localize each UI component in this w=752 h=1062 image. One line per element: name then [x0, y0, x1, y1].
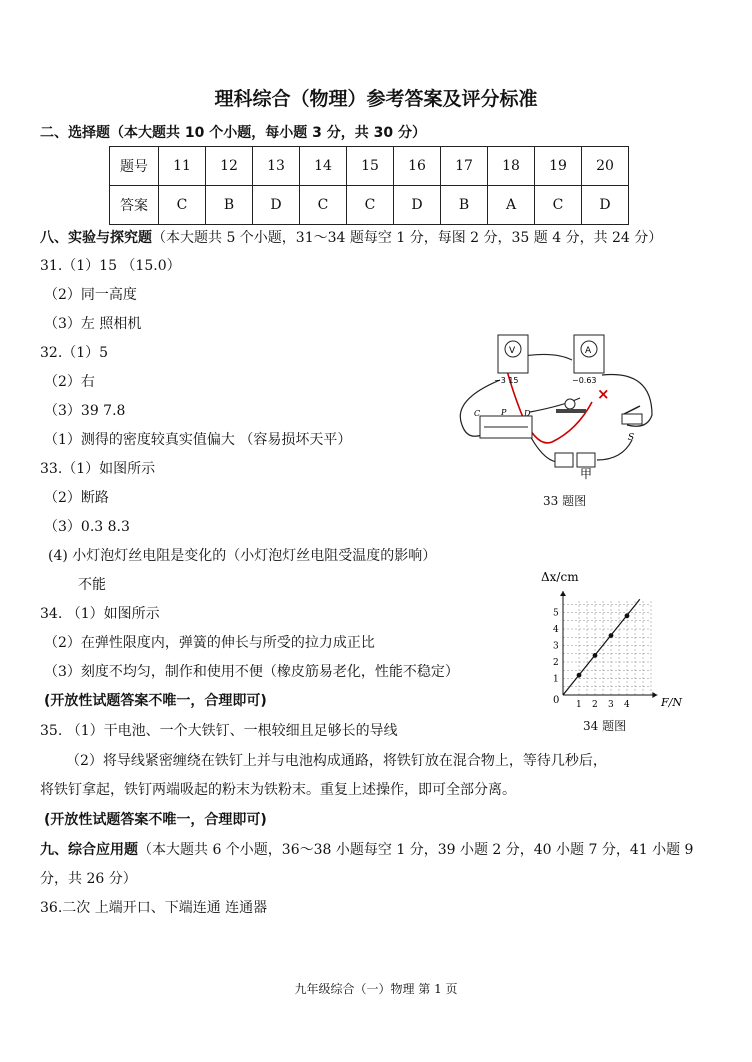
table-cell: 11 [159, 147, 206, 186]
ammeter-symbol: A [585, 346, 592, 356]
answer-line: （2）在弹性限度内，弹簧的伸长与所受的拉力成正比 [44, 635, 375, 651]
table-cell: 15 [347, 147, 394, 186]
switch-icon [622, 414, 642, 424]
table-cell: 16 [394, 147, 441, 186]
section9-heading: 九、综合应用题 [40, 842, 138, 858]
section2-heading-line [40, 123, 426, 143]
cross-mark-icon: × [597, 385, 610, 403]
table-row-label: 答案 [110, 186, 159, 225]
table-cell: C [159, 186, 206, 225]
chart-axes [553, 591, 657, 710]
x-tick-label: 4 [624, 700, 630, 710]
page-footer: 九年级综合（一）物理 第 1 页 [294, 982, 458, 996]
bulb-icon [565, 399, 575, 409]
table-cell: D [394, 186, 441, 225]
answer-line: （3）39 7.8 [44, 403, 126, 419]
wire [597, 440, 632, 460]
section2-heading: 二、选择题 [40, 125, 110, 141]
figure34-caption: 34 题图 [583, 719, 627, 733]
table-cell: 18 [488, 147, 535, 186]
table-row-label: 题号 [110, 147, 159, 186]
answer-table [109, 146, 629, 225]
table-cell: A [488, 186, 535, 225]
table-cell: 17 [441, 147, 488, 186]
table-cell: B [441, 186, 488, 225]
x-tick-label: 1 [576, 700, 582, 710]
answer-line: （2）将导线紧密缠绕在铁钉上并与电池构成通路，将铁钉放在混合物上，等待几秒后， [66, 753, 607, 769]
answer-line: 36.二次 上端开口、下端连通 连通器 [40, 900, 268, 916]
answer-line: 33.（1）如图所示 [40, 461, 156, 477]
table-cell: 20 [582, 147, 629, 186]
answer-line: （3）左 照相机 [44, 316, 142, 332]
answer-line: 不能 [78, 577, 106, 593]
rheostat-label-d: D [524, 409, 531, 418]
data-point [593, 653, 598, 658]
circuit-diagram [452, 330, 662, 480]
voltmeter-symbol: V [509, 346, 516, 356]
answer-line: 32.（1）5 [40, 345, 109, 361]
data-point [625, 613, 630, 618]
answer-line: （2）断路 [44, 490, 109, 506]
x-axis-arrow [652, 692, 657, 698]
section9-note-continued: 分，共 26 分） [40, 871, 137, 887]
switch-label: S [628, 433, 635, 443]
y-tick-label: 4 [553, 625, 559, 635]
switch-lever [624, 406, 640, 414]
answer-line: 将铁钉拿起，铁钉两端吸起的粉末为铁粉末。重复上述操作，即可全部分离。 [40, 782, 516, 798]
bulb-base [556, 409, 586, 413]
table-cell: C [300, 186, 347, 225]
battery-icon [555, 453, 573, 467]
table-cell: 19 [535, 147, 582, 186]
section8-note: （本大题共 5 个小题，31～34 题每空 1 分，每图 2 分，35 题 4 分，共 24 分） [152, 230, 663, 246]
table-cell: 14 [300, 147, 347, 186]
fit-line [563, 599, 640, 695]
open-answer-note: (开放性试题答案不唯一，合理即可) [44, 693, 267, 709]
answer-line: （3）刻度不均匀，制作和使用不便（橡皮筋易老化，性能不稳定） [44, 664, 459, 680]
open-answer-note: (开放性试题答案不唯一，合理即可) [44, 812, 267, 828]
chart-marks [563, 599, 640, 695]
table-cell: B [206, 186, 253, 225]
page-title: 理科综合（物理）参考答案及评分标准 [214, 88, 538, 110]
answer-line: （3）0.3 8.3 [44, 519, 130, 535]
answer-line: (4) 小灯泡灯丝电阻是变化的（小灯泡灯丝电阻受温度的影响） [48, 548, 437, 564]
section9-note: （本大题共 6 个小题，36～38 小题每空 1 分，39 小题 2 分，40 小题 7 分，41 小题 9 [138, 842, 694, 858]
table-row-answers [110, 186, 629, 225]
voltmeter-terminals: −3 15 [494, 376, 519, 385]
x-tick-label: 3 [608, 700, 614, 710]
y-tick-label: 1 [553, 674, 559, 685]
chart-grid [563, 599, 651, 695]
rheostat-label-p: P [501, 408, 507, 417]
chart-origin-label: 0 [553, 695, 560, 706]
section9-heading-line [40, 840, 693, 860]
data-point [609, 633, 614, 638]
rheostat-label-c: C [474, 409, 481, 418]
y-axis-arrow [560, 591, 566, 596]
spring-chart [535, 563, 685, 713]
y-tick-label: 5 [553, 608, 559, 619]
y-tick-label: 3 [553, 641, 559, 652]
ammeter-terminals: −0.63 [572, 376, 597, 385]
table-cell: D [582, 186, 629, 225]
figure-label: 甲 [580, 467, 593, 480]
y-tick-label: 2 [553, 658, 559, 668]
figure33-caption: 33 题图 [543, 494, 587, 508]
section8-heading-line [40, 228, 662, 248]
chart-ylabel: Δx/cm [541, 570, 579, 584]
battery-icon [577, 453, 595, 467]
x-tick-label: 2 [592, 700, 598, 710]
answer-line: 35. （1）干电池、一个大铁钉、一根较细且足够长的导线 [40, 723, 398, 739]
section2-note: （本大题共 10 个小题，每小题 3 分，共 30 分） [110, 125, 426, 141]
data-point [577, 673, 582, 678]
table-cell: D [253, 186, 300, 225]
answer-line: 31.（1）15 （15.0） [40, 258, 181, 274]
table-cell: 13 [253, 147, 300, 186]
table-cell: C [535, 186, 582, 225]
section8-heading: 八、实验与探究题 [40, 230, 152, 246]
table-cell: 12 [206, 147, 253, 186]
answer-line: （2）同一高度 [44, 287, 137, 303]
answer-line: （1）测得的密度较真实值偏大 （容易损坏天平） [44, 432, 352, 448]
answer-line: 34. （1）如图所示 [40, 606, 160, 622]
table-row-numbers [110, 147, 629, 186]
chart-xlabel: F/N [661, 696, 682, 709]
table-cell: C [347, 186, 394, 225]
answer-line: （2）右 [44, 374, 95, 390]
